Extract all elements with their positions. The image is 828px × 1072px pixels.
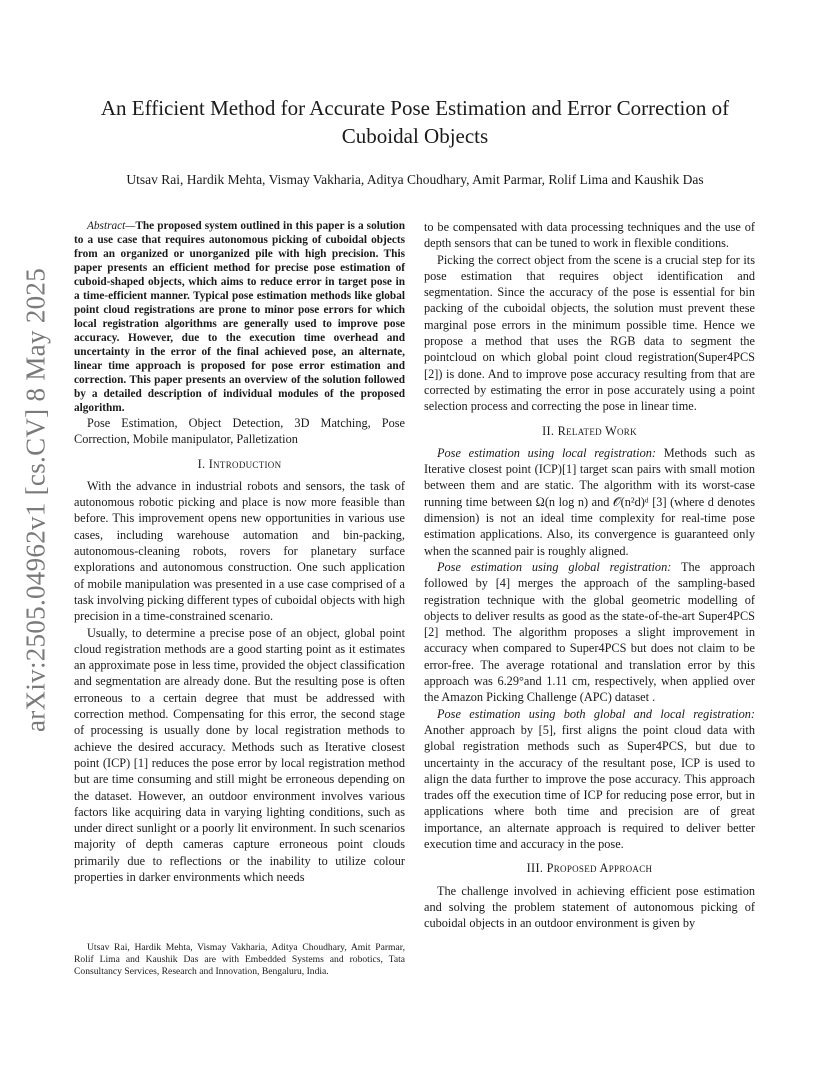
abstract xyxy=(74,219,405,415)
related-local-text: Methods such as Iterative closest point (ICP)[1] target scan pairs with small motion between them and are static. The algorithm with its worst-case running time between Ω(n log n) and 𝒪(n²d)ᵈ [3] (where d denotes dimension) is not an ideal time complexity for real-time pose estimation applications. Also, its convergence is guaranteed only when the scanned pair is roughly aligned. xyxy=(424,445,755,558)
section-heading-related-work: II. Related Work xyxy=(542,423,637,438)
related-both-label: Pose estimation using both global and local registration: xyxy=(437,706,755,721)
arxiv-identifier xyxy=(18,267,54,733)
section-heading-introduction: I. Introduction xyxy=(197,456,282,471)
arxiv-identifier-text: arXiv:2505.04962v1 [cs.CV] 8 May 2025 xyxy=(20,267,51,733)
proposed-paragraph-1: The challenge involved in achieving efficient pose estimation and solving the problem statement of autonomous picking of cuboidal objects in an outdoor environment is given by xyxy=(424,883,755,931)
paper-title: An Efficient Method for Accurate Pose Estimation and Error Correction of Cuboidal Objects xyxy=(100,96,730,148)
abstract-text: The proposed system outlined in this paper is a solution to a use case that requires autonomous picking of cuboidal objects from an organized or unorganized pile with high precision. This paper presents an efficient method for precise pose estimation of cuboid-shaped objects, which aims to reduce error in target pose in a time-efficient manner. Typical pose estimation methods like global point cloud registrations are prone to minor pose errors for which local registration algorithms are generally used to improve pose accuracy. However, due to the execution time overhead and uncertainty in the error of the final achieved pose, an alternate, linear time approach is proposed for pose error estimation and correction. This paper presents an overview of the solution followed by a detailed description of individual modules of the proposed algorithm. xyxy=(74,220,405,414)
intro-paragraph-3: Picking the correct object from the scene is a crucial step for its pose estimation that requires object identification and segmentation. Since the accuracy of the pose is essential for bin packing of the cuboidal objects, the solution must prevent these marginal pose errors in the minimum possible time. Hence we propose a method that uses the RGB data to segment the pointcloud on which global point cloud registration(Super4PCS [2]) is done. And to improve pose accuracy resulting from that are corrected by estimating the error in pose accurately using a point selection process and correcting the pose in linear time. xyxy=(424,252,755,414)
right-column xyxy=(424,219,755,931)
related-global-text: The approach followed by [4] merges the approach of the sampling-based registration technique with the global geometric modelling of objects to deliver results as good as the state-of-the-art Super4PCS [2] method. The algorithm proposes a slight improvement in accuracy when compared to Super4PCS but does not claim to be error-free. The average rotational and translation error by this approach was 6.29°and 1.11 cm, respectively, when applied over the Amazon Picking Challenge (APC) dataset . xyxy=(424,559,755,705)
abstract-dash: — xyxy=(125,220,136,232)
related-both-paragraph xyxy=(424,706,755,853)
related-both-text: Another approach by [5], first aligns the point cloud data with global registration methods such as Super4PCS, but due to uncertainty in the accuracy of the resultant pose, ICP is used to align the data further to improve the pose accuracy. This approach trades off the execution time of ICP for reducing pose error, but in applications where both time and precision are of great importance, an alternate approach is required to deliver better execution time and accuracy in the pose. xyxy=(424,722,755,851)
related-local-label: Pose estimation using local registration: xyxy=(437,445,656,460)
intro-paragraph-1: With the advance in industrial robots and sensors, the task of autonomous robotic picking and place is now more feasible than before. This improvement opens new opportunities in various use cases, including warehouse automation and bin-packing, autonomous-cleaning robots, rovers for planetary surface explorations and autonomous construction. One such application of mobile manipulation was presented in a use case comprised of a task involving picking different types of cuboidal objects with high precision in a time-constrained scenario. xyxy=(74,478,405,624)
related-global-paragraph xyxy=(424,559,755,706)
left-column xyxy=(74,219,405,885)
intro-paragraph-2: Usually, to determine a precise pose of an object, global point cloud registration methods are a good starting point as it estimates an approximate pose in less time, provided the object classification and segmentation are already done. But the resulting pose is often erroneous to a certain degree that must be addressed with correction method. Compensating for this error, the second stage of processing is usually done by local registration methods to achieve the desired accuracy. Methods such as Iterative closest point (ICP) [1] reduces the pose error by local registration method but are time consuming and still might be erroneous depending on the dataset. However, an outdoor environment involves various factors like acquiring data in varying lighting conditions, such as under direct sunlight or a poorly lit environment. In such scenarios majority of depth cameras capture erroneous point clouds primarily due to reflections or the inability to utilize colour properties in darker environments which needs xyxy=(74,625,405,885)
affiliation-footnote: Utsav Rai, Hardik Mehta, Vismay Vakharia, Aditya Choudhary, Amit Parmar, Rolif Lima and Kaushik Das are with Embedded Systems and robotics, Tata Consultancy Services, Research and Innovation, Bengaluru, India. xyxy=(74,942,405,977)
keywords: Pose Estimation, Object Detection, 3D Matching, Pose Correction, Mobile manipulator, Palletization xyxy=(74,416,405,447)
related-global-label: Pose estimation using global registration: xyxy=(437,559,672,574)
author-list: Utsav Rai, Hardik Mehta, Vismay Vakharia, Aditya Choudhary, Amit Parmar, Rolif Lima and Kaushik Das xyxy=(126,172,704,187)
section-heading-proposed-approach: III. Proposed Approach xyxy=(526,861,653,876)
abstract-label: Abstract xyxy=(87,220,126,232)
related-local-paragraph xyxy=(424,445,755,559)
intro-paragraph-2-continued: to be compensated with data processing techniques and the use of depth sensors that can be tuned to work in flexible conditions. xyxy=(424,220,755,251)
